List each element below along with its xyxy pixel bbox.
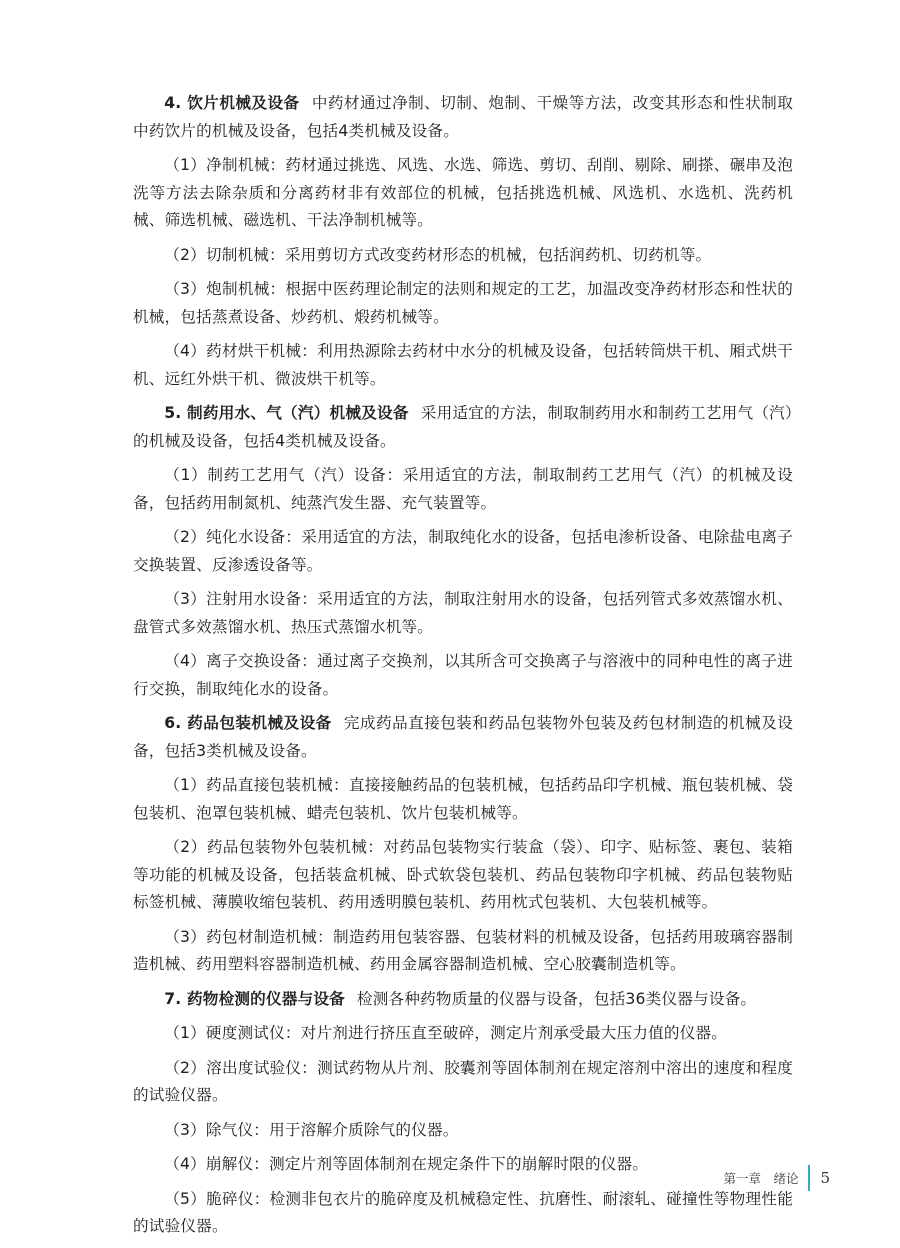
section-intro: 检测各种药物质量的仪器与设备，包括36类仪器与设备。 (356, 989, 757, 1008)
page-body (133, 90, 793, 1248)
list-item: （3）药包材制造机械：制造药用包装容器、包装材料的机械及设备，包括药用玻璃容器制造机械、药用塑料容器制造机械、药用金属容器制造机械、空心胶囊制造机等。 (133, 927, 793, 973)
list-item: （2）溶出度试验仪：测试药物从片剂、胶囊剂等固体制剂在规定溶剂中溶出的速度和程度的试验仪器。 (133, 1058, 793, 1104)
section-heading: 6. 药品包装机械及设备 (164, 714, 332, 732)
section-4-paragraph (133, 90, 793, 145)
list-item: （1）药品直接包装机械：直接接触药品的包装机械，包括药品印字机械、瓶包装机械、袋包装机、泡罩包装机械、蜡壳包装机、饮片包装机械等。 (133, 776, 793, 822)
chapter-title: 第一章 绪论 (723, 1171, 799, 1186)
section-heading: 5. 制药用水、气（汽）机械及设备 (164, 404, 409, 422)
list-item: （1）净制机械：药材通过挑选、风选、水选、筛选、剪切、刮削、剔除、刷搽、碾串及泡洗等方法去除杂质和分离药材非有效部位的机械，包括挑选机械、风选机、水选机、洗药机械、筛选机械、磁选机、干法净制机械等。 (133, 156, 793, 229)
list-item: （3）注射用水设备：采用适宜的方法，制取注射用水的设备，包括列管式多效蒸馏水机、盘管式多效蒸馏水机、热压式蒸馏水机等。 (133, 590, 793, 636)
section-7-paragraph (133, 986, 793, 1014)
list-item: （2）切制机械：采用剪切方式改变药材形态的机械，包括润药机、切药机等。 (164, 245, 712, 264)
list-item: （4）崩解仪：测定片剂等固体制剂在规定条件下的崩解时限的仪器。 (164, 1155, 649, 1173)
page-footer (723, 1163, 830, 1193)
list-item: （1）制药工艺用气（汽）设备：采用适宜的方法，制取制药工艺用气（汽）的机械及设备，包括药用制氮机、纯蒸汽发生器、充气装置等。 (133, 466, 793, 512)
section-intro: 采用适宜的方法，制取制药用水和制药工艺用气（汽）的机械及设备，包括4类机械及设备。 (133, 404, 793, 450)
footer-divider (808, 1165, 810, 1191)
list-item: （5）脆碎仪：检测非包衣片的脆碎度及机械稳定性、抗磨性、耐滚轧、碰撞性等物理性能的试验仪器。 (133, 1189, 793, 1235)
list-item: （4）离子交换设备：通过离子交换剂，以其所含可交换离子与溶液中的同种电性的离子进行交换，制取纯化水的设备。 (133, 652, 793, 698)
list-item: （2）纯化水设备：采用适宜的方法，制取纯化水的设备，包括电渗析设备、电除盐电离子交换装置、反渗透设备等。 (133, 528, 793, 574)
section-5-paragraph (133, 400, 793, 455)
list-item: （3）炮制机械：根据中医药理论制定的法则和规定的工艺，加温改变净药材形态和性状的机械，包括蒸煮设备、炒药机、煅药机械等。 (133, 280, 793, 326)
list-item: （1）硬度测试仪：对片剂进行挤压直至破碎，测定片剂承受最大压力值的仪器。 (164, 1024, 728, 1042)
section-intro: 完成药品直接包装和药品包装物外包装及药包材制造的机械及设备，包括3类机械及设备。 (133, 714, 793, 760)
list-item: （2）药品包装物外包装机械：对药品包装物实行装盒（袋）、印字、贴标签、裹包、装箱等功能的机械及设备，包括装盒机械、卧式软袋包装机、药品包装物印字机械、药品包装物贴标签机械、薄膜收缩包装机、药用透明膜包装机、药用枕式包装机、大包装机械等。 (133, 838, 793, 911)
section-heading: 4. 饮片机械及设备 (164, 94, 300, 112)
list-item: （3）除气仪：用于溶解介质除气的仪器。 (164, 1120, 459, 1139)
section-6-paragraph (133, 710, 793, 765)
section-intro: 中药材通过净制、切制、炮制、干燥等方法，改变其形态和性状制取中药饮片的机械及设备，包括4类机械及设备。 (133, 94, 793, 140)
page-number: 5 (820, 1169, 830, 1187)
list-item: （4）药材烘干机械：利用热源除去药材中水分的机械及设备，包括转筒烘干机、厢式烘干机、远红外烘干机、微波烘干机等。 (133, 342, 793, 388)
section-heading: 7. 药物检测的仪器与设备 (164, 989, 345, 1008)
